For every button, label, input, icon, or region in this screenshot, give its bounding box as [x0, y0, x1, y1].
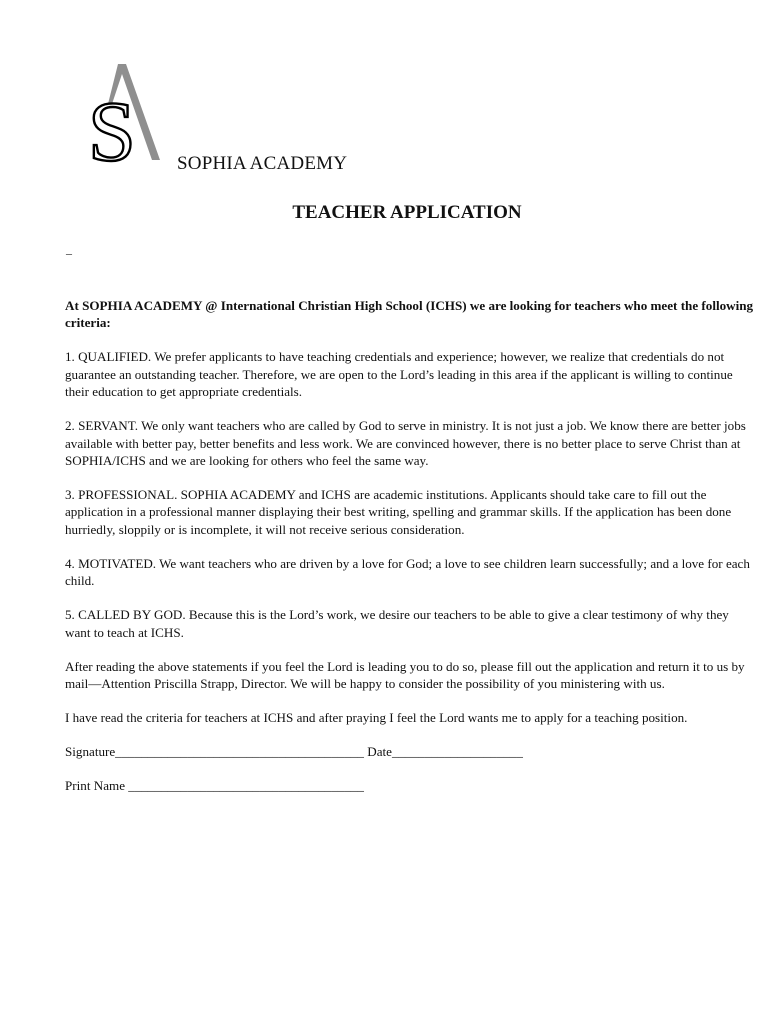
statement-paragraph: I have read the criteria for teachers at ICHS and after praying I feel the Lord wants me to apply for a teaching position. — [65, 710, 688, 726]
closing-paragraph: After reading the above statements if you feel the Lord is leading you to do so, please fill out the application and return it to us by mail—Attention Priscilla Strapp, Director. We will be happy to consider the possibility of you ministering with us. — [65, 658, 745, 692]
criterion-professional: 3. PROFESSIONAL. SOPHIA ACADEMY and ICHS are academic institutions. Applicants should take care to fill out the application in a professional manner displaying their best writing, spelling and grammar skills. If the application has been done hurriedly, sloppily or is incomplete, it will not receive serious consideration. — [65, 487, 732, 537]
sophia-academy-logo — [84, 62, 164, 166]
criterion-motivated: 4. MOTIVATED. We want teachers who are driven by a love for God; a love to see children learn successfully; and a love for each child. — [65, 555, 750, 589]
signature-date-line[interactable]: Signature______________________________________ Date____________________ — [65, 744, 523, 760]
criterion-servant: 2. SERVANT. We only want teachers who are called by God to serve in ministry. It is not just a job. We know there are better jobs available with better pay, better benefits and less work. We are convinced however, there is no better place to serve Christ than at SOPHIA/ICHS and we are looking for others who feel the same way. — [65, 418, 746, 469]
page-title: TEACHER APPLICATION — [292, 202, 522, 223]
document-body — [65, 297, 755, 811]
logo-letter-s: S — [88, 83, 136, 166]
dash-mark: – — [66, 246, 72, 260]
criterion-called-by-god: 5. CALLED BY GOD. Because this is the Lord’s work, we desire our teachers to be able to give a clear testimony of why they want to teach at ICHS. — [65, 607, 729, 640]
intro-paragraph: At SOPHIA ACADEMY @ International Christian High School (ICHS) we are looking for teachers who meet the following criteria: — [65, 298, 754, 331]
print-name-line[interactable]: Print Name ____________________________________ — [65, 778, 364, 794]
school-name: SOPHIA ACADEMY — [177, 153, 348, 174]
criterion-qualified: 1. QUALIFIED. We prefer applicants to have teaching credentials and experience; however, we realize that credentials do not guarantee an outstanding teacher. Therefore, we are open to the Lord’s leading in this area if the applicant is willing to continue their education to get appropriate credentials. — [65, 349, 733, 400]
